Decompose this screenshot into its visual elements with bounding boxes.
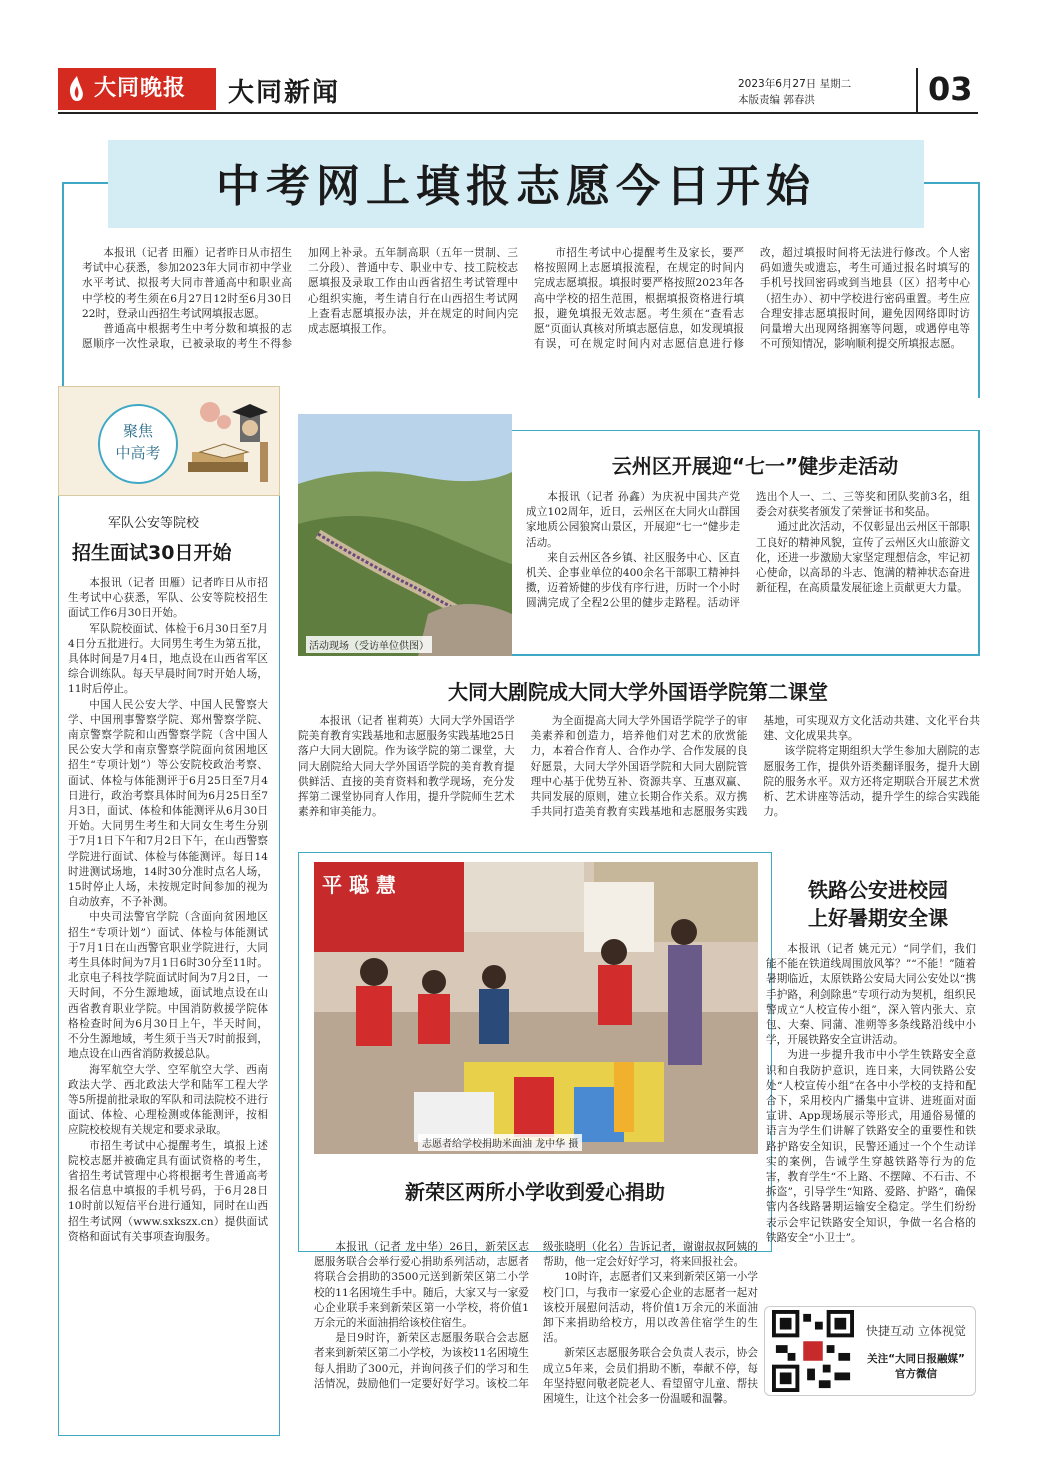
hiking-activity-photo <box>298 414 512 656</box>
article-paragraph: 中央司法警官学院（含面向贫困地区招生“专项计划”）面试、体检与体能测试于7月1日在山西警官职业学院进行，大同考生具体时间为7月1日6时30分至11时。北京电子科技学院面试时间为7月2日，一天时间，不分生源地域，面试地点设在山西省教育职业学院。中国消防救援学院体格检查时间为6月30日上午，半天时间，不分生源地域，考生须于当天7时前报到，地点设在山西省消防救援总队。 <box>68 911 268 1061</box>
section-name: 大同新闻 <box>228 78 341 108</box>
railway-title-line: 上好暑期安全课 <box>808 906 948 930</box>
article-paragraph: 本报讯（记者 田雁）记者昨日从市招生考试中心获悉，军队、公安等院校招生面试工作6月30日开始。 <box>68 577 268 620</box>
yunzhou-article <box>526 490 970 612</box>
qr-follow-line: 关注“大同日报融媒” <box>867 1353 965 1365</box>
article-paragraph: 本报讯（记者 田雁）记者昨日从市招生考试中心获悉，参加2023年大同市初中学业水平考试、拟报考大同市普通高中和职业高中学校的考生须在6月27日12时至6月30日22时，登录山西招生考试网填报志愿。 <box>82 247 292 320</box>
photo-caption: 志愿者给学校捐助米面油 龙中华 摄 <box>418 1134 582 1151</box>
headline-article <box>82 246 970 352</box>
theatre-title: 大同大剧院成大同大学外国语学院第二课堂 <box>448 680 828 704</box>
masthead-divider <box>916 68 918 112</box>
article-paragraph: 新荣区志愿服务联合会负责人表示，协会成立5年来，会员们捐助不断，奉献不停，每年坚持慰问敬老院老人、看望留守儿童、帮扶困境生，让这个社会多一份温暖和温馨。 <box>543 1347 758 1406</box>
theatre-article <box>298 714 980 820</box>
qr-slogan: 快捷互动 立体视觉 <box>866 1324 966 1338</box>
military-title: 招生面试30日开始 <box>72 542 232 564</box>
military-article <box>68 576 268 1245</box>
article-paragraph: 本报讯（记者 崔莉英）大同大学外国语学院美育教育实践基地和志愿服务实践基地25日落户大同大剧院。作为该学院的第二课堂，大同大剧院给大同大学外国语学院的美育教育提供鲜活、直接的美育资料和教学现场，充分发挥第二课堂协同育人作用，提升学院师生艺术素养和审美能力。 <box>298 715 515 819</box>
photo-caption: 活动现场（受访单位供图） <box>306 636 432 653</box>
masthead-info <box>738 76 851 108</box>
xinrong-title: 新荣区两所小学收到爱心捐助 <box>405 1180 665 1204</box>
masthead <box>58 68 978 112</box>
railway-title <box>776 876 980 932</box>
page-editor: 本版责编 郭春洪 <box>738 94 815 106</box>
article-paragraph: 本报讯（记者 姚元元）“同学们，我们能不能在铁道线周围放风筝？”“不能！”随着暑期临近，太原铁路公安局大同公安处以“携手护路，利剑除患”专项行动为契机，组织民警成立“人校宣传小组”，深入管内张大、京包、大秦、同蒲、准朔等多条线路沿线中小学，开展铁路安全宣讲活动。 <box>766 943 976 1047</box>
qr-follow-text <box>858 1352 974 1382</box>
xinrong-article <box>314 1240 758 1407</box>
article-paragraph: 中国人民公安大学、中国人民警察大学、中国刑事警察学院、郑州警察学院、南京警察学院和山西警察学院（含中国人民公安大学和南京警察学院面向贫困地区招生“专项计划”）等公安院校政治考察、面试、体检与体能测评于6月25日至7月4日进行，政治考察具体时间为6月25日至7月3日，面试、体检和体能测评从6月30日开始。大同男生考生和大同女生考生分别于7月1日下午和7月2日下午，在山西警察学院进行面试、体检与体能测评。每日14时进测试场地，14时30分准时点名人场，15时停止人场，未按规定时间参加的视为自动放弃，不予补测。 <box>68 698 268 909</box>
page-number: 03 <box>928 70 973 108</box>
article-paragraph: 本报讯（记者 龙中华）26日，新荣区志愿服务联合会举行爱心捐助系列活动，志愿者将联合会捐助的3500元送到新荣区第二小学校的11名困境生手中。随后，大家又与一家爱心企业联手来到新荣区第一小学校，将价值1万余元的米面油捐给该校住宿生。 <box>314 1241 529 1330</box>
headline-title: 中考网上填报志愿今日开始 <box>216 161 816 212</box>
focus-badge <box>98 404 178 484</box>
logo-text: 大同晚报 <box>94 76 187 101</box>
article-paragraph: 本报讯（记者 孙鑫）为庆祝中国共产党成立102周年，近日，云州区在大同火山群国家地质公园狼窝山景区，开展迎“七一”健步走活动。 <box>526 491 740 549</box>
flame-logo-icon <box>64 74 90 104</box>
railway-title-line: 铁路公安进校园 <box>808 878 948 902</box>
article-paragraph: 通过此次活动，不仅彰显出云州区干部职工良好的精神风貌，宣传了云州区火山旅游文化，还进一步激励大家坚定理想信念，牢记初心使命，以高昂的斗志、饱满的精神状态奋进新征程，在高质量发展征途上贡献更大力量。 <box>756 521 970 595</box>
article-paragraph: 军队院校面试、体检于6月30日至7月4日分五批进行。大同男生考生为第五批，具体时间是7月4日，地点设在山西省军区综合训练队。每天早晨时间7时开始人场，11时后停止。 <box>68 622 268 696</box>
article-paragraph: 普通高中根据考生中考分数和填报的志愿顺序一次性录取，已被录取的考生不得参加网上补录。五年制高职（五年一贯制、三二分段）、普通中专、职业中专、技工院校志愿填报及录取工作由山西省招生考试管理中心组织实施，考生请自行在山西招生考试网上查看志愿填报办法，并在规定的时间内完成志愿填报工作。 <box>82 247 518 351</box>
issue-date: 2023年6月27日 星期二 <box>738 78 852 90</box>
yunzhou-title: 云州区开展迎“七一”健步走活动 <box>611 454 899 478</box>
railway-article <box>766 942 976 1246</box>
military-kicker: 军队公安等院校 <box>108 516 200 531</box>
article-paragraph: 为全面提高大同大学外国语学院学子的审美素养和创造力，培养他们对艺术的欣赏能力，本着合作育人、合作办学、合作发展的良好愿景，大同大学外国语学院和大同大剧院管理中心基于优势互补、资源共享、互惠双赢、共同发展的原则，建立长期合作关系。双方携手共同打造美育教育实践基地和志愿服务实践基地，可实现双方文化活动共建、文化平台共建、文化成果共享。 <box>530 715 980 819</box>
article-paragraph: 市招生考试中心提醒考生及家长，要严格按照网上志愿填报流程，在规定的时间内完成志愿填报。填报时要严格按照2023年各高中学校的招生范围，根据填报资格进行填报，避免填报无效志愿。考生须在“查看志愿”页面认真核对所填志愿信息，如发现填报有误，可在规定时间内对志愿信息进行修改，超过填报时间将无法进行修改。个人密码如遗失或遗忘，考生可通过报名时填写的手机号找回密码或到当地县（区）招考中心（招生办）、初中学校进行密码重置。考生应合理安排志愿填报时间，避免因网络即时访问量增大出现网络拥塞等问题，或遇停电等不可预知情况，影响顺利提交所填报志愿。 <box>534 247 970 351</box>
article-paragraph: 为进一步提升我市中小学生铁路安全意识和自我防护意识，连日来，大同铁路公安处“人校宣传小组”在各中小学校的支持和配合下，采用校内广播集中宣讲、进班面对面宣讲、App现场展示等形式，用通俗易懂的语言为学生们讲解了铁路安全的重要性和铁路护路安全知识，民警还通过一个个生动详实的案例，告诫学生穿越铁路等行为的危害，教育学生“不上路、不摆障、不石击、不拆盗”，引导学生“知路、爱路、护路”，确保管内各线路暑期运输安全稳定。学生们纷纷表示会牢记铁路安全知识，争做一名合格的铁路安全“小卫士”。 <box>766 1049 976 1244</box>
qr-follow-line: 官方微信 <box>895 1368 937 1380</box>
article-paragraph: 10时许，志愿者们又来到新荣区第一小学校门口，与我市一家爱心企业的志愿者一起对该校开展慰问活动，将价值1万余元的米面油卸下来捐助给校方，用以改善住宿学生的生活。 <box>543 1271 758 1345</box>
qr-code-icon[interactable] <box>772 1310 854 1392</box>
article-paragraph: 该学院将定期组织大学生参加大剧院的志愿服务工作，提供外语类翻译服务，提升大剧院的服务水平。双方还将定期联合开展艺术赏析、艺术讲座等活动，提升学生的综合实践能力。 <box>763 745 980 819</box>
donation-photo <box>314 862 758 1154</box>
focus-label-1: 聚焦 <box>122 422 153 440</box>
article-paragraph: 海军航空大学、空军航空大学、西南政法大学、西北政法大学和陆军工程大学等5所提前批录取的军队和司法院校不进行面试、体检、心理检测或体能测评，按相应院校校规有关规定和要求录取。 <box>68 1063 268 1137</box>
masthead-rule <box>58 112 978 114</box>
graduation-books-illustration <box>180 392 276 492</box>
article-paragraph: 是日9时许，新荣区志愿服务联合会志愿者来到新荣区第二小学校，为该校11名困境生每人捐助了300元，并询问孩子们的学习和生活情况，鼓励他们一定要好好学习。该校二年级张晓明（化名）告诉记者，谢谢叔叔阿姨的帮助，他一定会好好学习，将来回报社会。 <box>314 1241 758 1390</box>
article-paragraph: 来自云州区各乡镇、社区服务中心、区直机关、企事业单位的400余名干部职工精神抖擞，迈着矫健的步伐有序行进，历时一个小时圆满完成了全程2公里的健步走路程。活动评选出个人一、二、三等奖和团队奖前3名，组委会对获奖者颁发了荣誉证书和奖品。 <box>526 491 970 610</box>
photo-banner-text: 平 聪 慧 <box>322 873 396 897</box>
focus-label-2: 中高考 <box>115 444 161 462</box>
article-paragraph: 市招生考试中心提醒考生，填报上述院校志愿并被确定具有面试资格的考生，省招生考试管理中心将根据考生普通高考报名信息中填报的手机号码，于6月28日10时前以短信平台进行通知，同时在山西招生考试网（www.sxkszx.cn）提供面试资格和面试有关事项查询服务。 <box>68 1139 268 1243</box>
